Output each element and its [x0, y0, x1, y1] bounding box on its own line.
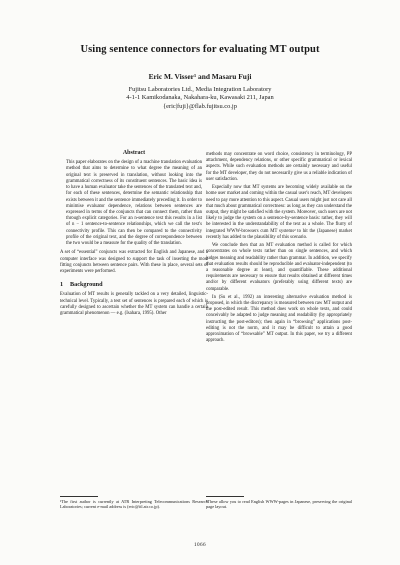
body-paragraph: Especially now that MT systems are becoming widely available on the home user market and coming within the casual user's reach, MT developers need to pay more attention to this aspect. Casual users might just not care all that much about grammatical correctness: as long as they can understand the output, they might be satisfied with the system. Moreover, such users are not likely to judge the system on a sentence-by-sentence basis: rather, they will be interested in the understandability of the text as a whole. The flurry of integrated WWW-browsers cum MT systems² to hit the (Japanese) market recently has added to the plausibility of this scenario.	[206, 185, 352, 240]
paper-title: Using sentence connectors for evaluating MT output	[80, 44, 320, 55]
affiliation-email: {eric|fuji}@flab.fujitsu.co.jp	[163, 102, 237, 110]
paper-authors: Eric M. Visser¹ and Masaru Fuji	[148, 72, 252, 81]
section-heading	[60, 282, 208, 288]
affiliation-block	[0, 86, 400, 111]
affiliation-line: 4-1-1 Kamikodanaka, Nakahara-ku, Kawasaki 211, Japan	[126, 94, 274, 102]
left-column	[60, 150, 208, 317]
section-title: Background	[70, 281, 103, 289]
abstract-paragraph: A set of “essential” conjuncts was extracted for English and Japanese, and a computer interface was designed to support the task of inserting the most fitting conjuncts between sentence pairs. With these in place, several sets of experiments were performed.	[60, 250, 208, 274]
abstract-body	[60, 160, 208, 247]
affiliation-line: Fujitsu Laboratories Ltd., Media Integration Laboratory	[128, 86, 272, 93]
abstract-paragraph: This paper elaborates on the design of a machine translation evaluation method that aims to determine to what degree the meaning of an original text is preserved in translation, without looking into the grammatical correctness of its constituent sentences. The basic idea is to have a human evaluator take the sentences of the translated text and, for each of these sentences, determine the semantic relationship that exists between it and the sentence immediately preceding it. In order to minimise evaluator dependence, relations between sentences are expressed in terms of the conjuncts that can connect them, rather than through explicit categories. For an n-sentence text this results in a list of n − 1 sentence-to-sentence relationships, which we call the text's connectivity profile. This can then be compared to the connectivity profile of the original text, and the degree of correspondence between the two would be a measure for the quality of the translation.	[66, 160, 202, 247]
footnote-left: ¹The first author is currently at ATR Interpreting Telecommunications Research Laboratories; current e-mail address is (eric@itl.atr.co.jp).	[60, 499, 208, 510]
body-paragraph: methods may concentrate on word choice, consistency in terminology, PP attachment, dependency relations, or other specific grammatical or lexical aspects. While such evaluation methods are certainly necessary and useful for the MT developer, they do not necessarily give us a reliable indication of user satisfaction.	[206, 152, 352, 182]
right-column	[206, 152, 352, 345]
body-paragraph: We conclude then that an MT evaluation method is called for which concentrates on whole texts rather than on single sentences, and which judges meaning and readability rather than grammar. In addition, we specify that evaluation results should be reproducible and evaluator-independent (to a reasonable degree at least), and quantifiable. These additional requirements are necessary to ensure that results obtained at different times and/or by different evaluators (preferably using different texts) are comparable.	[206, 243, 352, 292]
abstract-heading: Abstract	[122, 150, 146, 156]
footnote-right: ²These allow you to read English WWW-pages in Japanese, preserving the original page layout.	[206, 499, 352, 510]
footnote-rule	[206, 496, 244, 497]
section-paragraph: Evaluation of MT results is generally tackled on a very detailed, linguistic-technical level. Typically, a test set of sentences is prepared each of which is carefully designed to ascertain whether the MT system can handle a certain grammatical phenomenon — e.g. (Isahara, 1995). Other	[60, 292, 208, 317]
body-paragraph: In (Su et al., 1992) an interesting alternative evaluation method is proposed, in which the discrepancy is measured between raw MT output and the post-edited result. This method does work on whole texts, and could conceivably be adapted to judge meaning and readability (by appropriately instructing the post-editors); then again in “browsing” applications post-editing is not the norm, and it may be difficult to attain a good approximation of “browsable” MT output. In this paper, we try a different approach.	[206, 294, 352, 344]
section-number: 1	[60, 281, 64, 289]
footnote-rule	[60, 496, 98, 497]
page-number: 1066	[194, 542, 206, 548]
